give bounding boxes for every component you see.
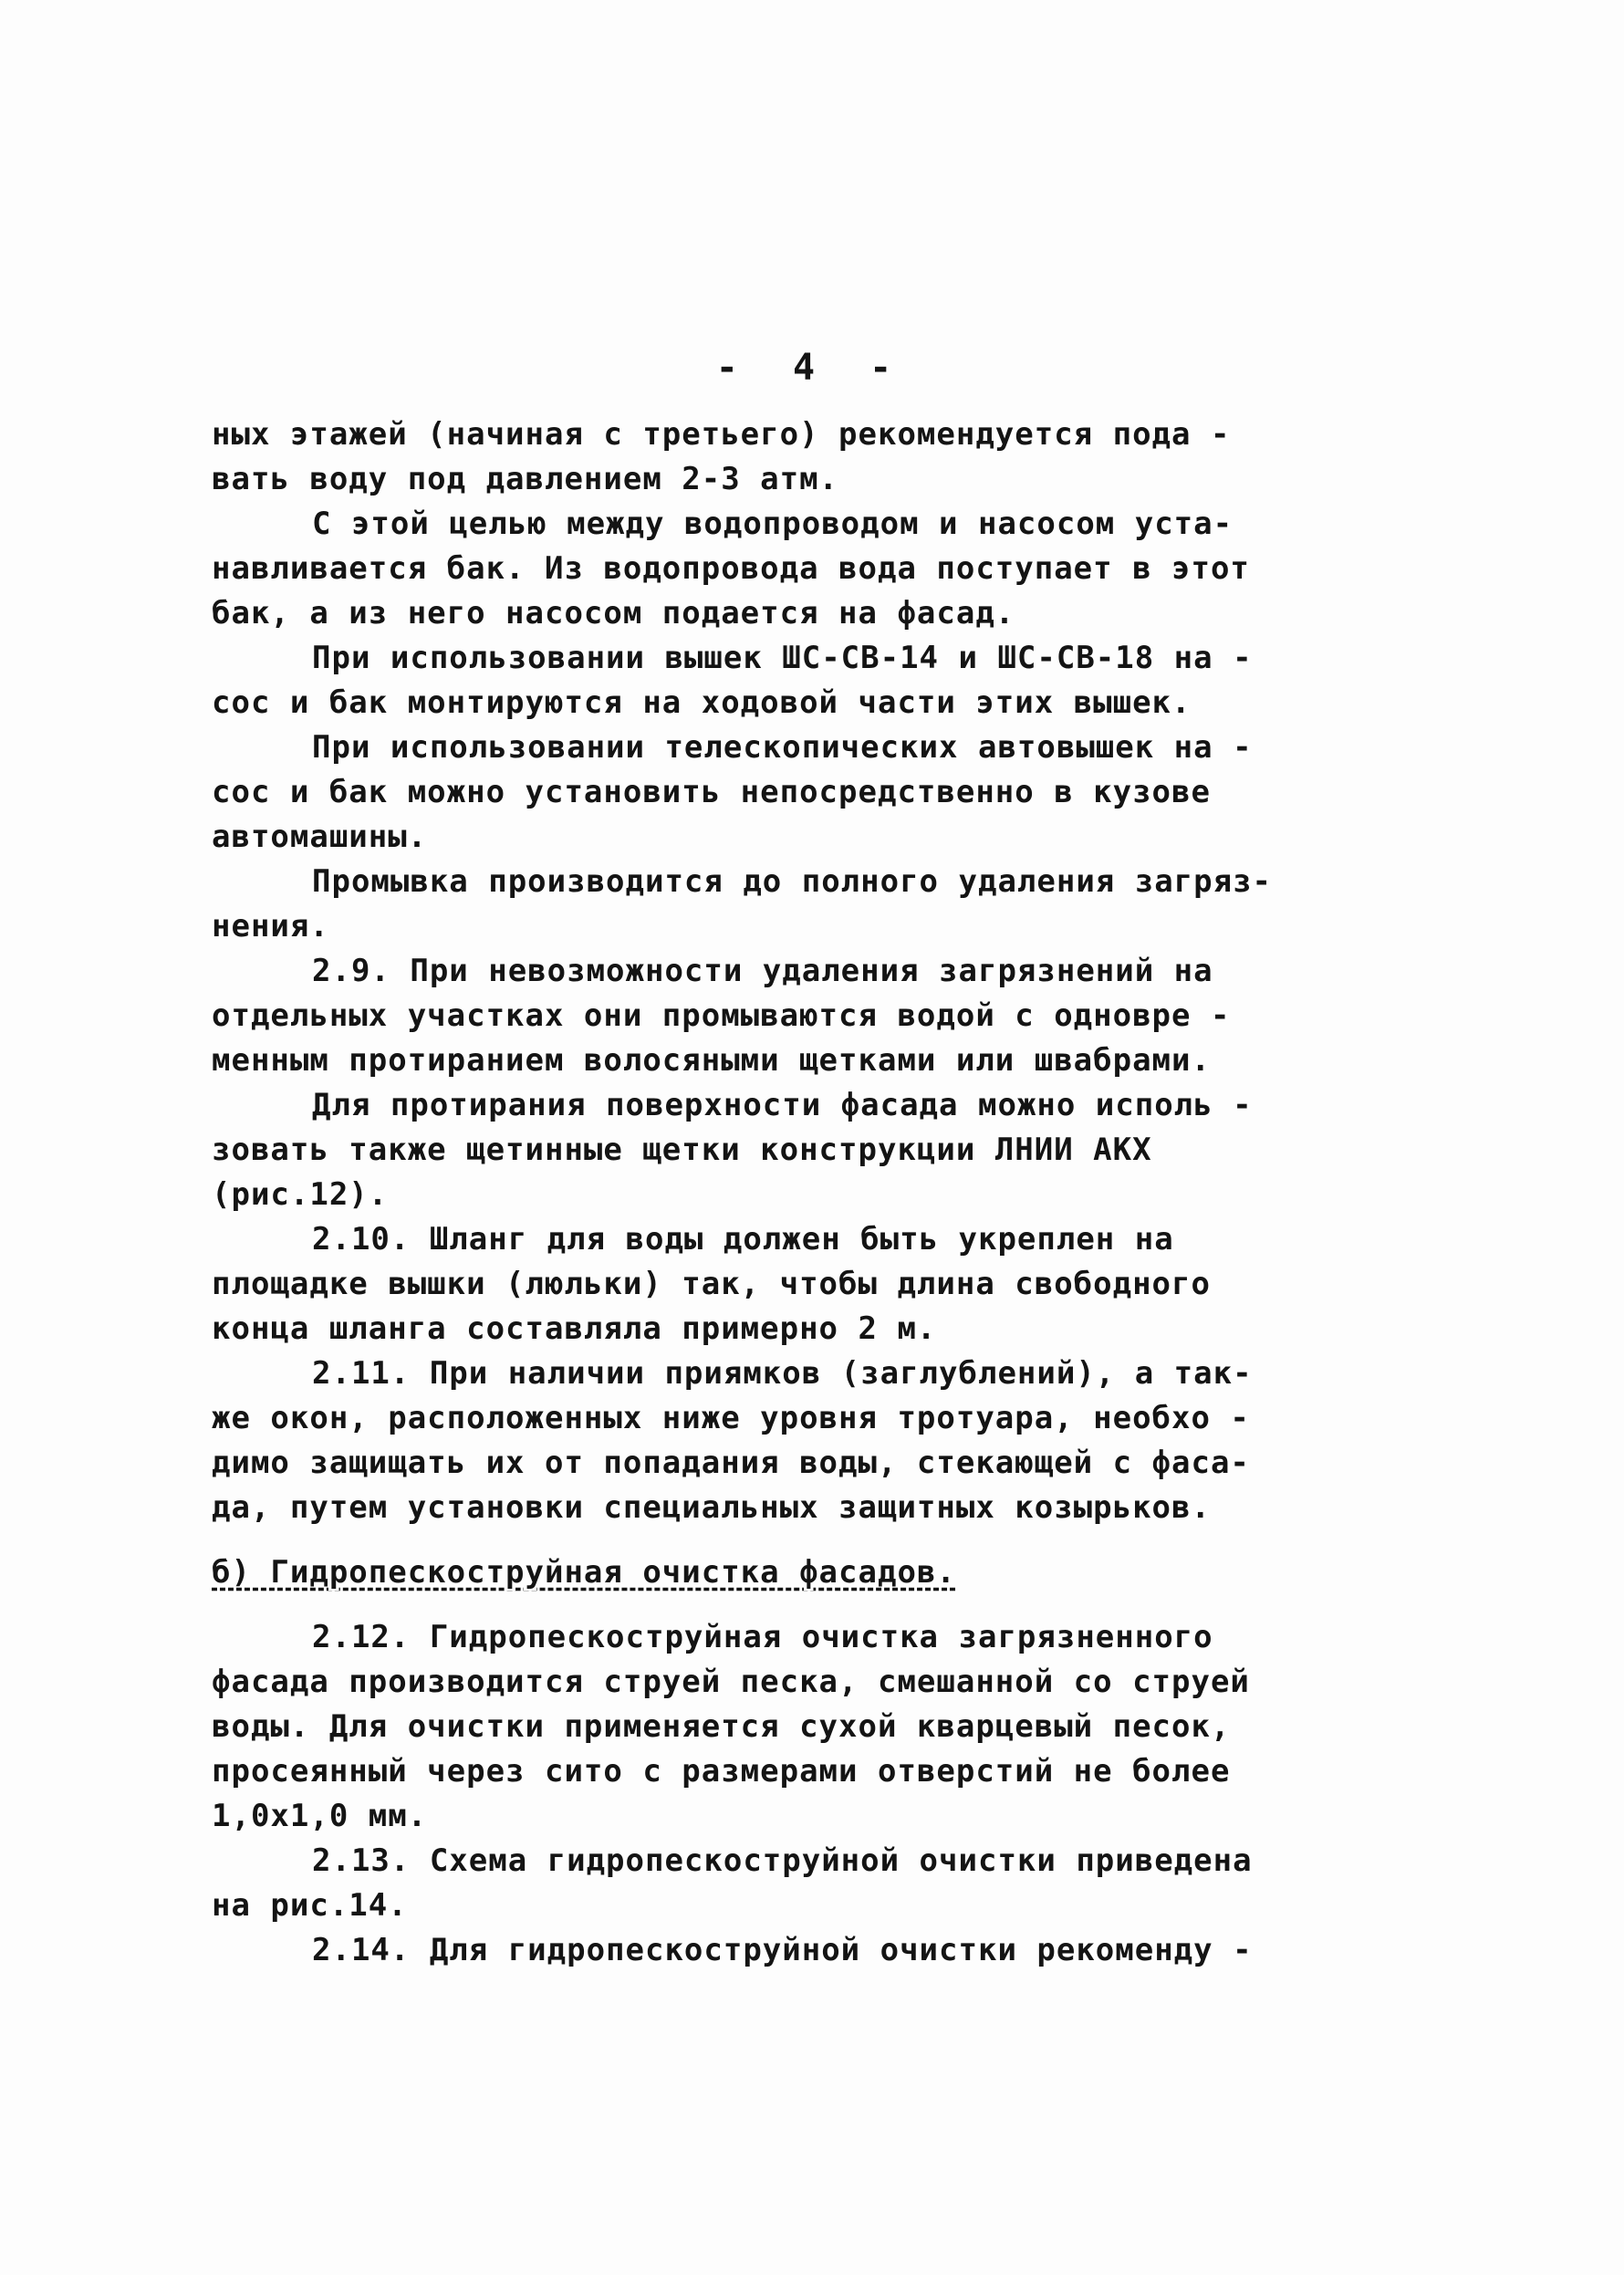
text-line: фасада производится струей песка, смешанной со струей (212, 1664, 1250, 1700)
text-line: Промывка производится до полного удаления загряз- (312, 863, 1273, 900)
text-line: зовать также щетинные щетки конструкции ЛНИИ АКХ (212, 1132, 1152, 1168)
text-line: да, путем установки специальных защитных козырьков. (212, 1489, 1211, 1526)
text-block-2 (212, 1615, 1325, 1973)
text-line: (рис.12). (212, 1176, 389, 1213)
text-line: конца шланга составляла примерно 2 м. (212, 1310, 937, 1347)
text-line: При использовании вышек ШС-СВ-14 и ШС-СВ-18 на - (312, 640, 1253, 676)
text-line: площадке вышки (люльки) так, чтобы длина свободного (212, 1266, 1211, 1302)
text-line: 2.13. Схема гидропескоструйной очистки приведена (312, 1842, 1253, 1879)
text-line: отдельных участках они промываются водой с одновре - (212, 997, 1231, 1034)
text-line: димо защищать их от попадания воды, стекающей с фаса- (212, 1445, 1250, 1481)
text-block-1 (212, 412, 1325, 1530)
text-line: 2.9. При невозможности удаления загрязнений на (312, 953, 1213, 989)
text-line: 2.10. Шланг для воды должен быть укреплен на (312, 1221, 1174, 1258)
text-line: 1,0х1,0 мм. (212, 1798, 428, 1834)
text-line: При использовании телескопических автовышек на - (312, 729, 1253, 766)
text-line: же окон, расположенных ниже уровня тротуара, необхо - (212, 1400, 1250, 1436)
text-line: просеянный через сито с размерами отверстий не более (212, 1753, 1231, 1790)
text-line: ных этажей (начиная с третьего) рекомендуется пода - (212, 416, 1231, 453)
text-line: бак, а из него насосом подается на фасад. (212, 595, 1015, 631)
section-heading: б) Гидропескоструйная очистка фасадов. (212, 1554, 956, 1591)
text-line: на рис.14. (212, 1887, 408, 1924)
text-line: автомашины. (212, 819, 428, 855)
text-line: вать воду под давлением 2-3 атм. (212, 461, 839, 497)
page-number: - 4 - (715, 347, 909, 389)
text-line: Для протирания поверхности фасада можно исполь - (312, 1087, 1253, 1123)
text-line: воды. Для очистки применяется сухой кварцевый песок, (212, 1708, 1231, 1745)
text-line: сос и бак монтируются на ходовой части этих вышек. (212, 684, 1192, 721)
text-line: С этой целью между водопроводом и насосом уста- (312, 506, 1234, 542)
text-line: сос и бак можно установить непосредственно в кузове (212, 774, 1211, 810)
document-body (212, 412, 1325, 1973)
text-line: 2.14. Для гидропескоструйной очистки рекоменду - (312, 1932, 1253, 1968)
text-line: нения. (212, 908, 329, 944)
text-line: менным протиранием волосяными щетками или швабрами. (212, 1042, 1211, 1079)
text-line: навливается бак. Из водопровода вода поступает в этот (212, 550, 1250, 587)
text-line: 2.12. Гидропескоструйная очистка загрязненного (312, 1619, 1213, 1655)
text-line: 2.11. При наличии приямков (заглублений), а так- (312, 1355, 1253, 1392)
